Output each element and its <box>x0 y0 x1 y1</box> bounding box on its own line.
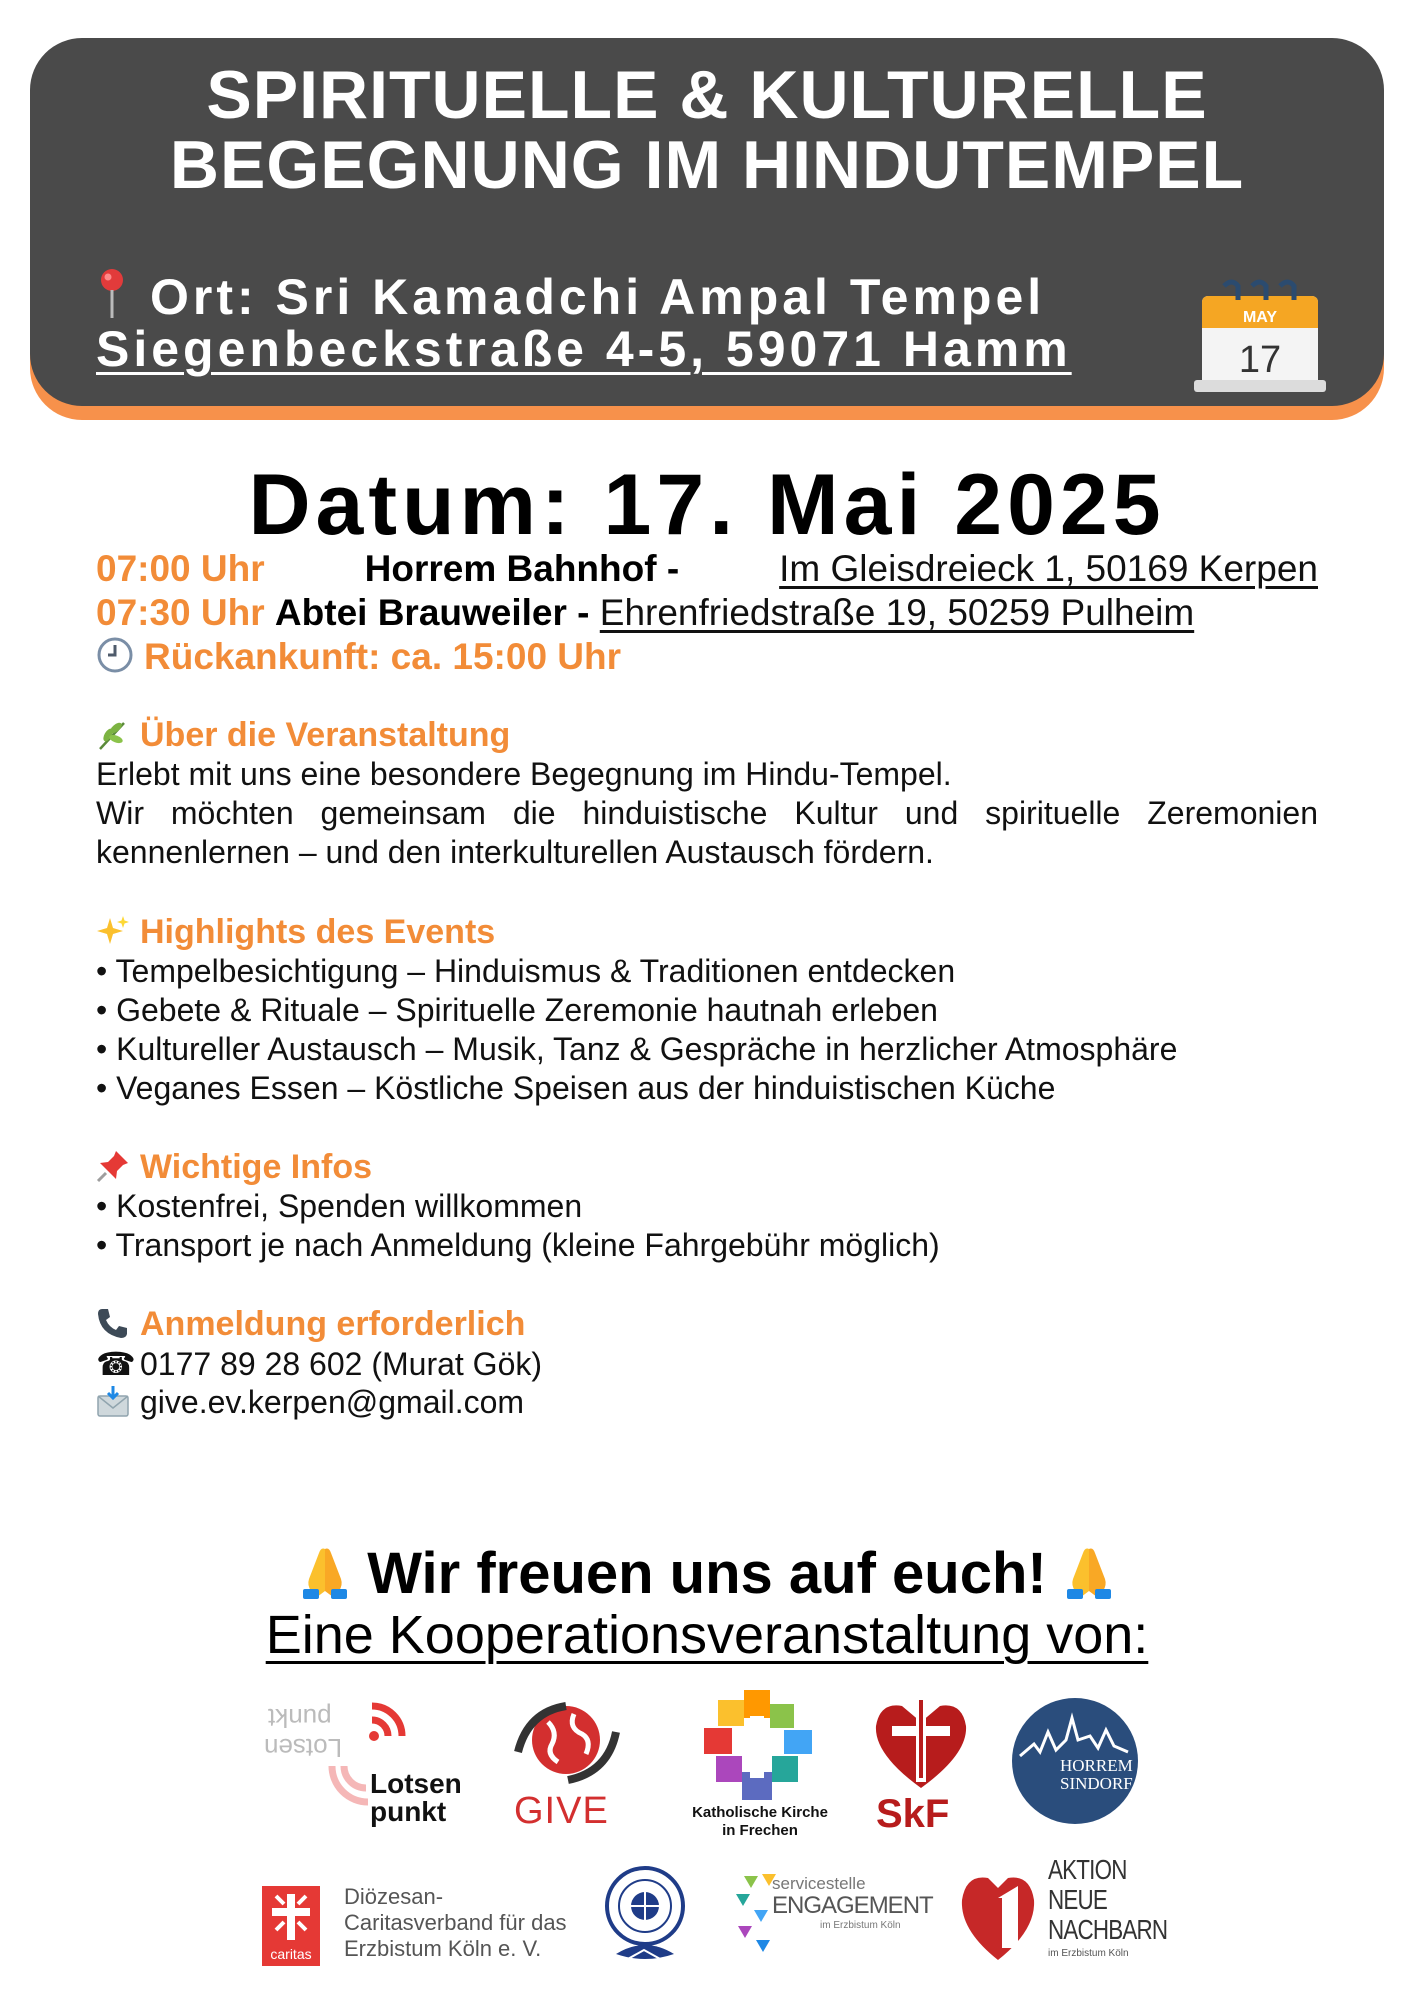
return-time: Rückankunft: ca. 15:00 Uhr <box>144 636 622 677</box>
pin-icon <box>96 268 128 320</box>
horrem-line-2: SINDORF <box>1060 1774 1133 1793</box>
caritas-line-1: Diözesan- <box>344 1884 444 1909</box>
colorful-cross-icon <box>680 1686 840 1806</box>
phone-number[interactable]: 0177 89 28 602 (Murat Gök) <box>140 1346 543 1382</box>
schedule-place-1: Horrem Bahnhof - <box>364 548 680 589</box>
email-row <box>96 1384 524 1421</box>
service-line-1: servicestelle <box>772 1874 866 1893</box>
aktion-neue-nachbarn-logo <box>958 1854 1168 1974</box>
schedule-place-2: Abtei Brauweiler - <box>274 592 590 633</box>
about-text-3: kennenlernen – und den interkulturellen Austausch fördern. <box>96 834 934 870</box>
sparkles-icon <box>96 914 130 948</box>
globe-hands-icon <box>508 1692 628 1792</box>
info-item-1: • Kostenfrei, Spenden willkommen <box>96 1188 583 1224</box>
return-row <box>96 636 621 678</box>
skf-cross-heart-icon <box>866 1692 976 1792</box>
highlight-item-2: • Gebete & Rituale – Spirituelle Zeremonie hautnah erleben <box>96 992 938 1028</box>
phone-receiver-icon <box>96 1306 130 1340</box>
schedule-time-1: 07:00 Uhr <box>96 548 265 589</box>
tamil-association-logo <box>604 1860 686 1970</box>
aktion-line-4: im Erzbistum Köln <box>1048 1948 1129 1959</box>
schedule-time-2: 07:30 Uhr <box>96 592 265 633</box>
about-heading: Über die Veranstaltung <box>140 716 511 754</box>
calendar-icon <box>1190 268 1340 398</box>
service-line-2: ENGAGEMENT <box>772 1892 933 1919</box>
kirche-line-1: Katholische Kirche <box>692 1804 828 1821</box>
skf-wordmark: SkF <box>876 1792 950 1836</box>
clock-icon <box>96 636 134 674</box>
highlight-item-4: • Veganes Essen – Köstliche Speisen aus der hinduistischen Küche <box>96 1070 1056 1106</box>
email-address[interactable]: give.ev.kerpen@gmail.com <box>140 1384 525 1420</box>
infos-heading-row <box>96 1148 372 1187</box>
about-text-1: Erlebt mit uns eine besondere Begegnung im Hindu-Tempel. <box>96 756 952 792</box>
highlight-item-3: • Kultureller Austausch – Musik, Tanz & Gespräche in herzlicher Atmosphäre <box>96 1031 1178 1067</box>
horrem-sindorf-logo <box>1010 1696 1140 1826</box>
horrem-line-1: HORREM <box>1060 1756 1133 1775</box>
caritas-logo <box>262 1884 582 1974</box>
aktion-line-2: NEUE <box>1048 1884 1108 1915</box>
highlights-heading: Highlights des Events <box>140 913 496 951</box>
about-text-2: Wir möchten gemeinsam die hinduistische Kultur und spirituelle Zeremonien <box>96 795 1318 831</box>
phone-row <box>96 1345 542 1383</box>
caritas-line-3: Erzbistum Köln e. V. <box>344 1936 542 1961</box>
calendar-month: MAY <box>1242 309 1278 326</box>
round-seal-icon <box>604 1860 686 1970</box>
welcome-line <box>0 1540 1414 1607</box>
give-logo <box>508 1692 628 1832</box>
registration-heading-row <box>96 1305 525 1344</box>
highlights-heading-row <box>96 913 495 952</box>
servicestelle-engagement-logo <box>734 1872 933 1962</box>
lotsenpunkt-logo <box>262 1698 472 1828</box>
service-line-3: im Erzbistum Köln <box>820 1920 901 1931</box>
lotsen-line-2: punkt <box>370 1796 447 1827</box>
highlight-item-1: • Tempelbesichtigung – Hinduismus & Traditionen entdecken <box>96 953 956 989</box>
event-date: Datum: 17. Mai 2025 <box>248 457 1166 553</box>
schedule-address-2[interactable]: Ehrenfriedstraße 19, 50259 Pulheim <box>599 592 1195 633</box>
calendar-day: 17 <box>1238 339 1282 381</box>
location-address[interactable]: Siegenbeckstraße 4-5, 59071 Hamm <box>96 321 1072 377</box>
location-name: Ort: Sri Kamadchi Ampal Tempel <box>150 269 1046 325</box>
caritas-line-2: Caritasverband für das <box>344 1910 567 1935</box>
header-banner <box>30 38 1384 420</box>
registration-heading: Anmeldung erforderlich <box>140 1305 526 1343</box>
schedule-row-1 <box>96 548 1318 590</box>
caritas-badge-text: caritas <box>270 1946 312 1962</box>
caritas-badge <box>262 1886 320 1966</box>
lotsen-mirror-line-1: punkt <box>268 1703 332 1733</box>
lotsen-line-1: Lotsen <box>370 1768 462 1799</box>
folded-hands-icon <box>1059 1541 1119 1601</box>
aktion-line-3: NACHBARN <box>1048 1914 1168 1945</box>
welcome-text: Wir freuen uns auf euch! <box>367 1541 1047 1606</box>
herb-icon <box>96 717 130 751</box>
folded-hands-icon <box>295 1541 355 1601</box>
schedule-row-2 <box>96 592 1194 634</box>
caritas-cross-icon <box>262 1886 320 1948</box>
title-line-2: BEGEGNUNG IM HINDUTEMPEL <box>169 127 1245 203</box>
schedule-address-1[interactable]: Im Gleisdreieck 1, 50169 Kerpen <box>779 548 1318 589</box>
telephone-icon: ☎ <box>96 1346 136 1382</box>
cooperation-line <box>0 1604 1414 1666</box>
heart-house-icon <box>958 1864 1038 1964</box>
kirche-line-2: in Frechen <box>722 1822 798 1839</box>
about-heading-row <box>96 716 510 755</box>
cooperation-text: Eine Kooperationsveranstaltung von: <box>265 1605 1149 1665</box>
lotsen-mirror-line-2: Lotsen <box>264 1733 343 1763</box>
pushpin-icon <box>96 1149 130 1183</box>
envelope-arrow-icon <box>96 1384 130 1418</box>
kirche-frechen-logo <box>680 1686 840 1846</box>
infos-heading: Wichtige Infos <box>140 1148 373 1186</box>
aktion-line-1: AKTION <box>1048 1854 1127 1885</box>
header-dark-panel <box>30 38 1384 406</box>
title-line-1: SPIRITUELLE & KULTURELLE <box>206 57 1208 133</box>
skf-logo <box>866 1692 976 1838</box>
location-line-1 <box>96 268 1045 326</box>
give-wordmark: GIVE <box>514 1790 609 1832</box>
info-item-2: • Transport je nach Anmeldung (kleine Fahrgebühr möglich) <box>96 1227 940 1263</box>
